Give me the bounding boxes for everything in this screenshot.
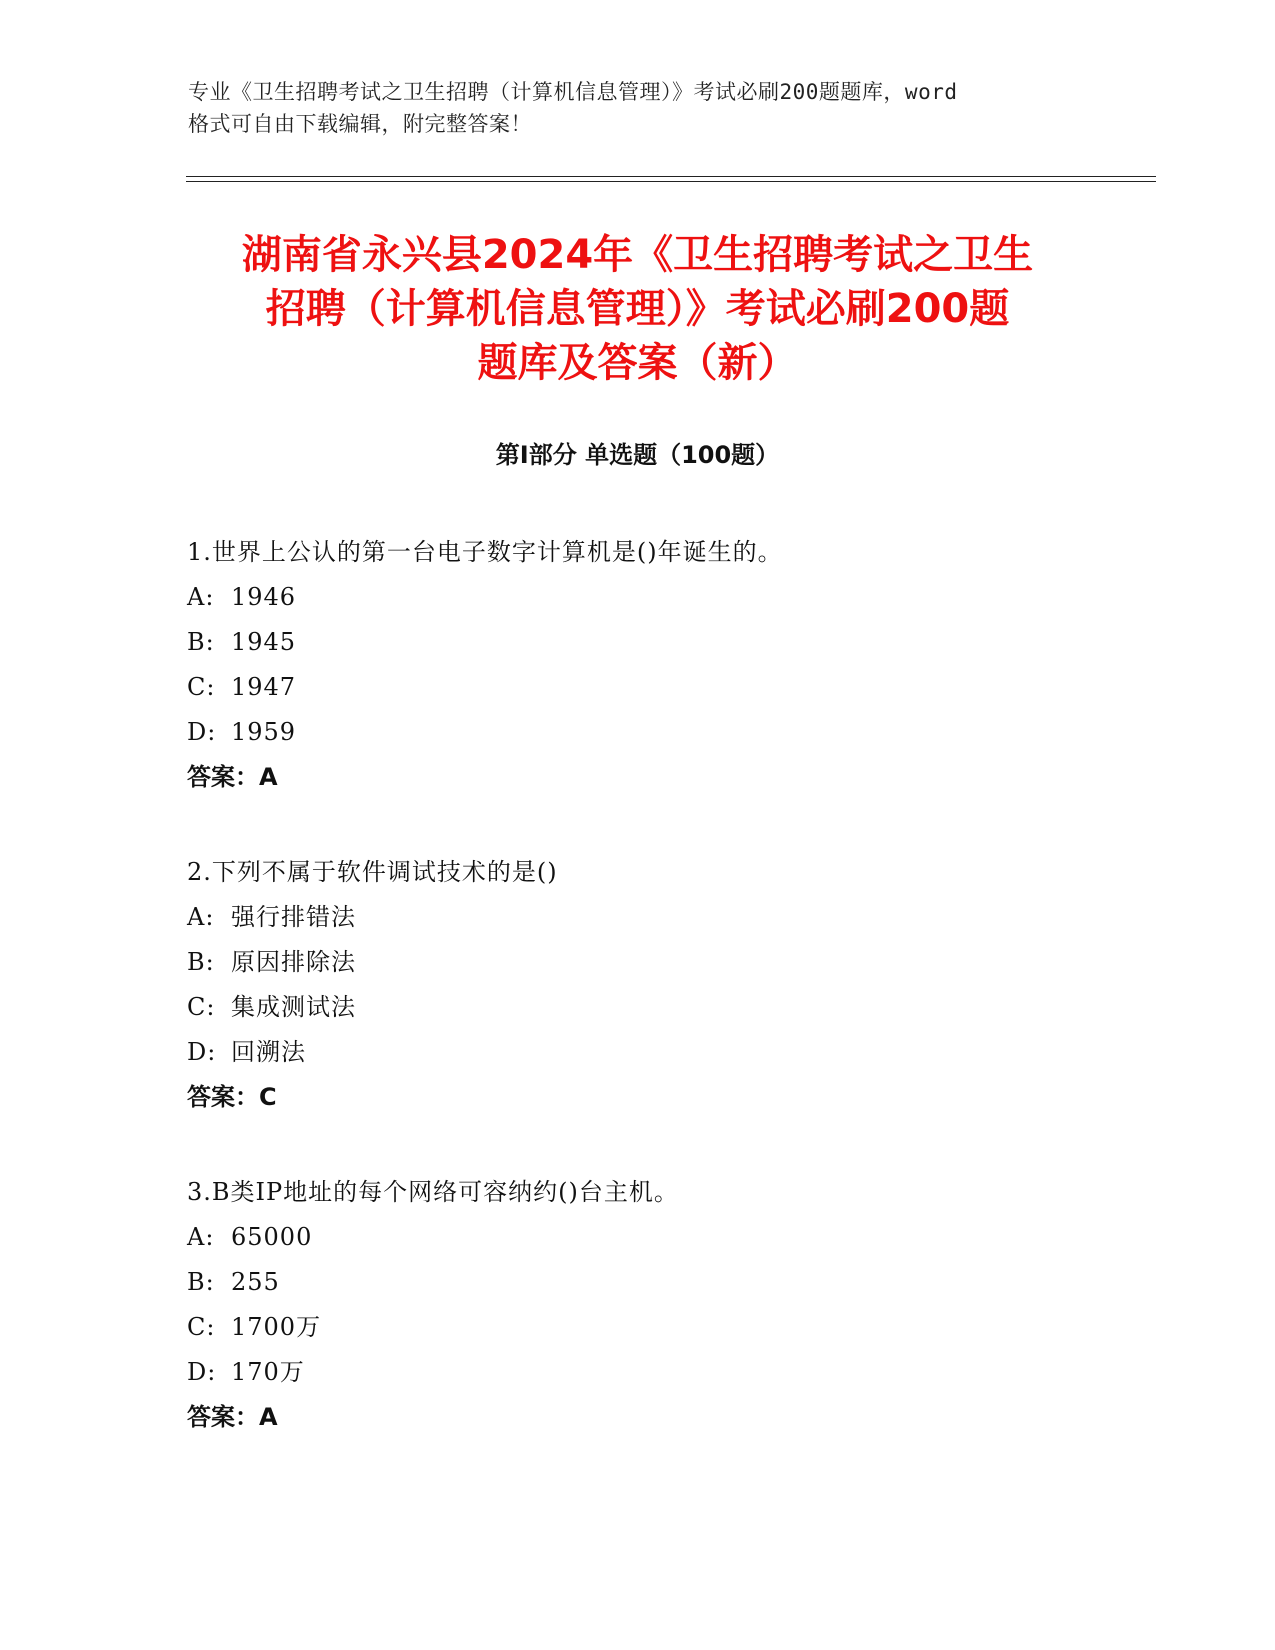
- option-text: 1945: [231, 628, 297, 656]
- header-note: [188, 76, 1088, 140]
- option-text: 170万: [231, 1358, 305, 1386]
- option-letter: C:: [187, 1313, 216, 1341]
- section-heading: 第Ⅰ部分 单选题（100题）: [495, 441, 780, 469]
- title-line-2: 招聘（计算机信息管理）》考试必刷200题: [265, 286, 1010, 332]
- option-letter: B:: [187, 948, 215, 976]
- header-note-line-2: 格式可自由下载编辑，附完整答案！: [188, 112, 532, 136]
- question-3: [187, 1170, 1087, 1440]
- option-text: 1700万: [231, 1313, 322, 1341]
- question-text: 1.世界上公认的第一台电子数字计算机是()年诞生的。: [187, 538, 783, 566]
- question-1: [187, 530, 1087, 800]
- option-text: 255: [231, 1268, 280, 1296]
- question-text: 2.下列不属于软件调试技术的是(): [187, 858, 558, 886]
- option-letter: A:: [187, 903, 215, 931]
- option-letter: B:: [187, 1268, 215, 1296]
- header-rule-top: [186, 176, 1156, 177]
- option-b: [187, 940, 1087, 985]
- option-text: 1959: [231, 718, 297, 746]
- option-letter: D:: [187, 718, 217, 746]
- option-letter: B:: [187, 628, 215, 656]
- title-line-1: 湖南省永兴县2024年《卫生招聘考试之卫生: [241, 232, 1034, 278]
- option-text: 原因排除法: [231, 948, 356, 976]
- answer: 答案：C: [187, 1083, 277, 1111]
- option-letter: C:: [187, 673, 216, 701]
- option-text: 1947: [231, 673, 297, 701]
- option-text: 回溯法: [231, 1038, 306, 1066]
- option-c: [187, 665, 1087, 710]
- question-text: 3.B类IP地址的每个网络可容纳约()台主机。: [187, 1178, 679, 1206]
- option-c: [187, 985, 1087, 1030]
- option-b: [187, 1260, 1087, 1305]
- answer: 答案：A: [187, 763, 278, 791]
- title-line-3: 题库及答案（新）: [477, 340, 798, 386]
- answer: 答案：A: [187, 1403, 278, 1431]
- option-c: [187, 1305, 1087, 1350]
- option-d: [187, 1350, 1087, 1395]
- option-letter: A:: [187, 1223, 215, 1251]
- option-letter: D:: [187, 1358, 217, 1386]
- option-text: 65000: [231, 1223, 313, 1251]
- header-rule-bottom: [186, 181, 1156, 182]
- option-d: [187, 710, 1087, 755]
- option-a: [187, 895, 1087, 940]
- option-d: [187, 1030, 1087, 1075]
- option-text: 集成测试法: [231, 993, 356, 1021]
- option-a: [187, 575, 1087, 620]
- option-b: [187, 620, 1087, 665]
- option-letter: A:: [187, 583, 215, 611]
- question-2: [187, 850, 1087, 1120]
- option-text: 强行排错法: [231, 903, 356, 931]
- option-text: 1946: [231, 583, 297, 611]
- option-letter: D:: [187, 1038, 217, 1066]
- document-title: [160, 228, 1115, 390]
- option-letter: C:: [187, 993, 216, 1021]
- option-a: [187, 1215, 1087, 1260]
- header-note-line-1: 专业《卫生招聘考试之卫生招聘（计算机信息管理）》考试必刷200题题库，word: [188, 80, 958, 104]
